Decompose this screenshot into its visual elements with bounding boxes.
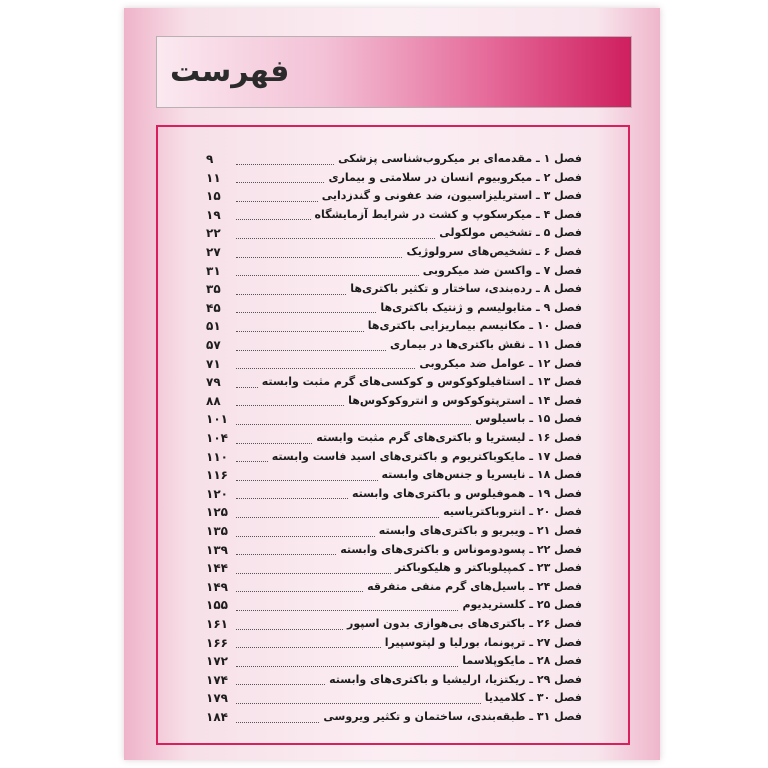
toc-entry-page: ۲۲ — [206, 226, 221, 241]
toc-entry — [206, 169, 582, 187]
toc-entry-title: فصل ۲۰ ـ انتروباکتریاسیه — [443, 505, 582, 519]
toc-entry-page: ۳۵ — [206, 282, 221, 297]
toc-entry-title: فصل ۳۱ ـ طبقه‌بندی، ساختمان و تکثیر ویروسی — [323, 710, 582, 723]
toc-entry-page: ۱۱۰ — [206, 449, 228, 464]
dot-leader — [236, 172, 324, 183]
toc-entry-title: فصل ۱۰ ـ مکانیسم بیماریزایی باکتری‌ها — [367, 319, 582, 333]
toc-entry-page: ۲۷ — [206, 245, 221, 259]
dot-leader — [236, 395, 344, 406]
toc-entry — [206, 485, 582, 503]
toc-entry-page: ۱۶۶ — [206, 635, 228, 650]
toc-entry-title: فصل ۱۸ ـ نایسریا و جنس‌های وابسته — [381, 468, 582, 482]
dot-leader — [236, 526, 375, 537]
toc-entry — [206, 206, 582, 224]
toc-entry — [206, 578, 582, 596]
dot-leader — [236, 209, 311, 220]
toc-entry-page: ۱۲۰ — [206, 486, 228, 501]
dot-leader — [236, 637, 381, 648]
page-title: فهرست — [170, 54, 290, 89]
dot-leader — [236, 619, 343, 630]
toc-entry-page: ۱۹ — [206, 207, 221, 222]
toc-entry-title: فصل ۳۰ ـ کلامیدیا — [484, 691, 582, 705]
dot-leader — [236, 191, 318, 202]
toc-entry-page: ۱۷۹ — [206, 691, 228, 706]
dot-leader — [236, 265, 419, 276]
toc-entry — [206, 355, 582, 373]
toc-entry — [206, 541, 582, 559]
toc-entry-title: فصل ۱۶ ـ لیستریا و باکتری‌های گرم مثبت وابسته — [316, 431, 582, 444]
dot-leader — [236, 674, 325, 685]
toc-entry-title: فصل ۲۱ ـ ویبریو و باکتری‌های وابسته — [378, 524, 582, 537]
toc-entry-page: ۳۱ — [206, 263, 221, 278]
toc-entry-page: ۷۱ — [206, 356, 221, 371]
toc-entry-title: فصل ۲۷ ـ ترپونما، بورلیا و لپتوسپیرا — [384, 635, 582, 649]
toc-entry-title: فصل ۱۲ ـ عوامل ضد میکروبی — [419, 356, 582, 370]
toc-entry — [206, 392, 582, 410]
toc-entry-title: فصل ۳ ـ استریلیزاسیون، ضد عفونی و گندزدایی — [321, 189, 582, 203]
dot-leader — [236, 451, 268, 462]
toc-entry-title: فصل ۴ ـ میکرسکوپ و کشت در شرایط آزمایشگاه — [314, 207, 582, 221]
toc-entry — [206, 187, 582, 205]
toc-entry — [206, 299, 582, 317]
toc-entry-page: ۱۴۹ — [206, 579, 228, 594]
toc-entry — [206, 671, 582, 689]
toc-entry-title: فصل ۱۹ ـ هموفیلوس و باکتری‌های وابسته — [351, 486, 582, 500]
toc-entry — [206, 503, 582, 521]
toc-entry-page: ۱۱ — [206, 170, 221, 185]
dot-leader — [236, 712, 319, 723]
toc-entry — [206, 522, 582, 540]
toc-entry — [206, 466, 582, 484]
toc-entry-title: فصل ۱۷ ـ مایکوباکتریوم و باکتری‌های اسید فاست وابسته — [271, 449, 582, 463]
toc-entry-title: فصل ۸ ـ رده‌بندی، ساختار و تکثیر باکتری‌ها — [350, 282, 582, 296]
toc-entry-page: ۱۴۴ — [206, 561, 228, 576]
toc-entry — [206, 150, 582, 168]
toc-entry — [206, 615, 582, 633]
dot-leader — [236, 693, 481, 704]
toc-entry-title: فصل ۱ ـ مقدمه‌ای بر میکروب‌شناسی پزشکی — [338, 152, 582, 165]
toc-entry-page: ۹ — [206, 152, 214, 166]
dot-leader — [236, 228, 435, 239]
toc-entry-title: فصل ۹ ـ متابولیسم و ژنتیک باکتری‌ها — [380, 300, 582, 314]
toc-entry-title: فصل ۲۴ ـ باسیل‌های گرم منفی متفرقه — [367, 579, 582, 593]
toc-entry-page: ۱۲۵ — [206, 505, 228, 520]
toc-entry-title: فصل ۷ ـ واکسن ضد میکروبی — [422, 263, 582, 277]
dot-leader — [236, 302, 376, 313]
toc-entry-page: ۱۸۴ — [206, 710, 228, 724]
toc-entry — [206, 689, 582, 707]
toc-entry-page: ۱۵۵ — [206, 598, 228, 613]
dot-leader — [236, 284, 346, 295]
toc-entry — [206, 336, 582, 354]
dot-leader — [236, 340, 386, 351]
toc-entry — [206, 243, 582, 261]
toc-entry-title: فصل ۲۹ ـ ریکتزیا، ارلیشیا و باکتری‌های وابسته — [329, 672, 582, 686]
toc-entry-page: ۵۷ — [206, 338, 221, 352]
toc-entry — [206, 708, 582, 726]
toc-entry-page: ۸۸ — [206, 393, 221, 408]
toc-entry — [206, 596, 582, 614]
toc-entry — [206, 317, 582, 335]
dot-leader — [236, 377, 258, 388]
toc-entry-page: ۱۱۶ — [206, 468, 228, 483]
toc-entry — [206, 410, 582, 428]
dot-leader — [236, 544, 336, 555]
toc-entry-title: فصل ۱۴ ـ استرپتوکوکوس و انتروکوکوس‌ها — [348, 393, 582, 407]
toc-entry-page: ۱۰۱ — [206, 412, 228, 427]
dot-leader — [236, 581, 363, 592]
toc-entry-title: فصل ۶ ـ تشخیص‌های سرولوژیک — [406, 245, 582, 258]
toc-entry — [206, 373, 582, 391]
toc-entry-title: فصل ۲۲ ـ پسودوموناس و باکتری‌های وابسته — [340, 542, 582, 556]
toc-entry-page: ۷۹ — [206, 375, 221, 390]
toc-entry — [206, 448, 582, 466]
dot-leader — [236, 414, 471, 425]
toc-entry-page: ۱۳۵ — [206, 524, 228, 538]
toc-entry — [206, 652, 582, 670]
dot-leader — [236, 154, 334, 165]
dot-leader — [236, 358, 415, 369]
toc-entry-page: ۱۰۴ — [206, 431, 228, 445]
dot-leader — [236, 600, 458, 611]
toc-entry-title: فصل ۱۳ ـ استافیلوکوکوس و کوکسی‌های گرم مثبت وابسته — [261, 375, 582, 389]
dot-leader — [236, 247, 402, 258]
dot-leader — [236, 507, 439, 518]
toc-entry-page: ۴۵ — [206, 300, 221, 315]
toc-entry — [206, 262, 582, 280]
toc-entry-title: فصل ۲۳ ـ کمپیلوباکتر و هلیکوباکتر — [394, 561, 582, 575]
toc-entry-title: فصل ۵ ـ تشخیص مولکولی — [439, 226, 582, 240]
toc-entry-page: ۱۳۹ — [206, 542, 228, 557]
toc-entry-title: فصل ۲۶ ـ باکتری‌های بی‌هوازی بدون اسپور — [347, 617, 582, 630]
dot-leader — [236, 563, 391, 574]
toc-entry-title: فصل ۱۵ ـ باسیلوس — [475, 412, 582, 426]
toc-entry — [206, 280, 582, 298]
toc-entry-page: ۱۵ — [206, 189, 221, 204]
dot-leader — [236, 656, 458, 667]
toc-entry-title: فصل ۲۸ ـ مایکوپلاسما — [462, 654, 582, 668]
toc-entry-title: فصل ۲ ـ میکروبیوم انسان در سلامتی و بیماری — [328, 170, 582, 184]
dot-leader — [236, 433, 312, 444]
toc-entry-page: ۵۱ — [206, 319, 221, 334]
toc-entry-page: ۱۶۱ — [206, 617, 228, 631]
toc-entry-page: ۱۷۲ — [206, 654, 228, 669]
dot-leader — [236, 470, 378, 481]
toc-entry — [206, 224, 582, 242]
toc-entry-title: فصل ۲۵ ـ کلستریدیوم — [462, 598, 582, 612]
dot-leader — [236, 321, 364, 332]
toc-entry-title: فصل ۱۱ ـ نقش باکتری‌ها در بیماری — [390, 338, 582, 351]
toc-entry-page: ۱۷۴ — [206, 672, 228, 687]
toc-entry — [206, 429, 582, 447]
toc-entry — [206, 559, 582, 577]
dot-leader — [236, 488, 348, 499]
toc-entry — [206, 634, 582, 652]
